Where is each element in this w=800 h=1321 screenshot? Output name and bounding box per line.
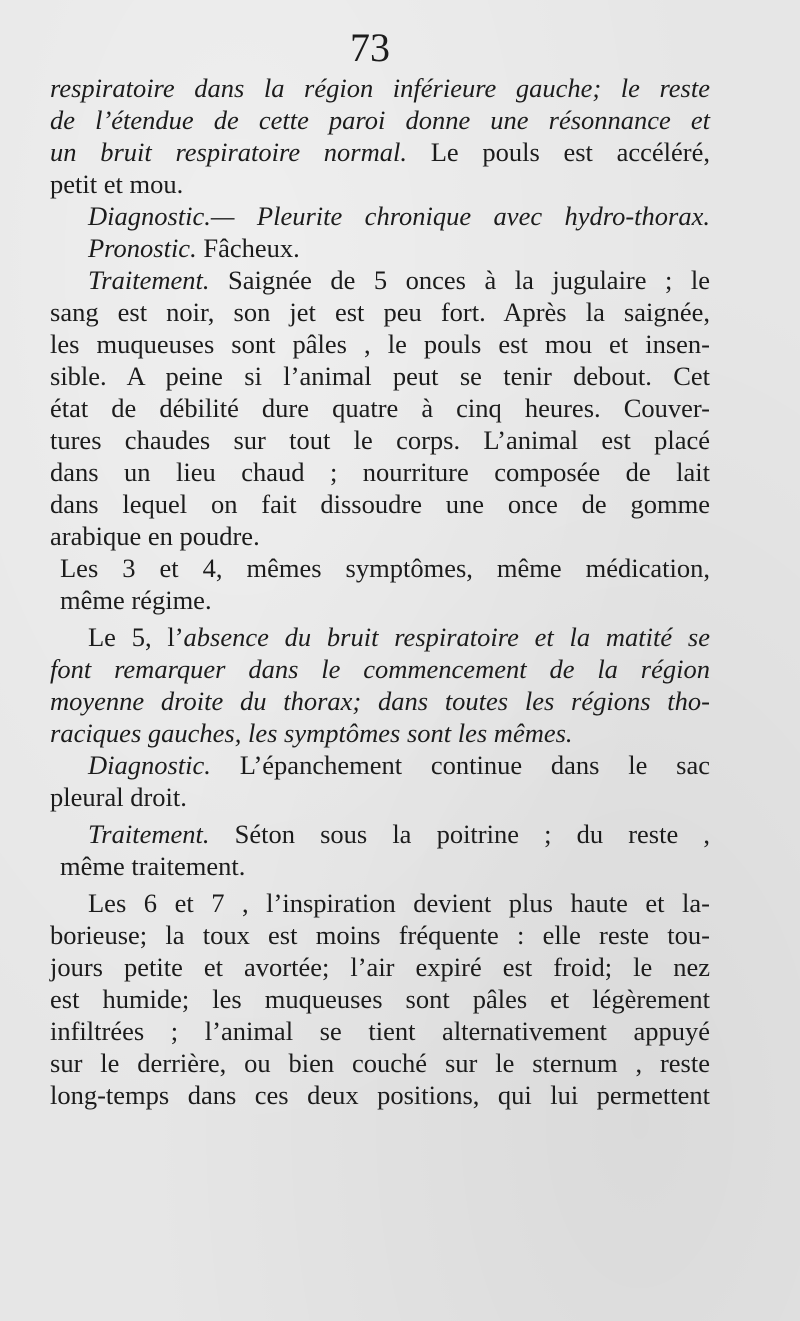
text-run: Fâcheux. — [196, 233, 300, 263]
text-line — [50, 520, 710, 552]
text-line — [50, 1047, 710, 1079]
text-run: tures chaudes sur tout le corps. L’animal est placé — [50, 425, 710, 455]
page-number: 73 — [350, 25, 390, 70]
text-line — [50, 1079, 710, 1111]
text-line — [50, 983, 710, 1015]
text-run: Le 5, l’ — [88, 622, 184, 652]
text-line — [50, 232, 710, 264]
text-run: long-temps dans ces deux positions, qui lui permettent — [50, 1080, 710, 1110]
text-line — [50, 584, 710, 616]
text-run: infiltrées ; l’animal se tient alternativement appuyé — [50, 1016, 710, 1046]
text-run: même régime. — [60, 585, 212, 615]
text-run: petit et mou. — [50, 169, 184, 199]
italic-text: un bruit respiratoire normal. — [50, 137, 407, 167]
body-text — [50, 72, 710, 1111]
italic-text: font remarquer dans le commencement de la région — [50, 654, 710, 684]
text-line — [50, 328, 710, 360]
italic-text: moyenne droite du thorax; dans toutes les régions tho- — [50, 686, 710, 716]
text-line — [50, 456, 710, 488]
text-line — [50, 951, 710, 983]
text-run: Les 3 et 4, mêmes symptômes, même médication, — [60, 553, 710, 583]
italic-text: absence du bruit respiratoire et la matité se — [183, 622, 710, 652]
text-line — [50, 264, 710, 296]
text-line — [50, 424, 710, 456]
text-line — [50, 653, 710, 685]
text-line — [50, 781, 710, 813]
text-line — [50, 392, 710, 424]
text-line — [50, 749, 710, 781]
text-run: même traitement. — [60, 851, 246, 881]
text-line — [50, 72, 710, 104]
text-run: jours petite et avortée; l’air expiré est froid; le nez — [50, 952, 710, 982]
italic-text: Traitement. — [88, 265, 210, 295]
text-run: sang est noir, son jet est peu fort. Après la saignée, — [50, 297, 710, 327]
text-line — [50, 919, 710, 951]
text-run: Saignée de 5 onces à la jugulaire ; le — [209, 265, 710, 295]
text-run: état de débilité dure quatre à cinq heures. Couver- — [50, 393, 710, 423]
italic-text: Traitement. — [88, 819, 210, 849]
italic-text: de l’étendue de cette paroi donne une résonnance et — [50, 105, 710, 135]
italic-text: Diagnostic.— Pleurite chronique avec hydro-thorax. — [88, 201, 710, 231]
text-run: Séton sous la poitrine ; du reste , — [209, 819, 710, 849]
text-run: les muqueuses sont pâles , le pouls est mou et insen- — [50, 329, 710, 359]
italic-text: Diagnostic. — [88, 750, 211, 780]
text-run: est humide; les muqueuses sont pâles et légèrement — [50, 984, 710, 1014]
text-line — [50, 685, 710, 717]
text-run: sible. A peine si l’animal peut se tenir debout. Cet — [50, 361, 710, 391]
text-line — [50, 104, 710, 136]
text-line — [50, 488, 710, 520]
text-line — [50, 621, 710, 653]
italic-text: raciques gauches, les symptômes sont les mêmes. — [50, 718, 573, 748]
text-run: L’épanchement continue dans le sac — [210, 750, 710, 780]
italic-text: respiratoire dans la région inférieure gauche; le reste — [50, 73, 710, 103]
text-run: pleural droit. — [50, 782, 187, 812]
text-run: arabique en poudre. — [50, 521, 260, 551]
text-line — [50, 887, 710, 919]
text-line — [50, 818, 710, 850]
italic-text: Pronostic. — [88, 233, 197, 263]
text-line — [50, 168, 710, 200]
text-line — [50, 850, 710, 882]
text-line — [50, 717, 710, 749]
text-run: Le pouls est accéléré, — [406, 137, 710, 167]
text-run: sur le derrière, ou bien couché sur le sternum , reste — [50, 1048, 710, 1078]
text-line — [50, 200, 710, 232]
text-run: borieuse; la toux est moins fréquente : elle reste tou- — [50, 920, 710, 950]
text-line — [50, 136, 710, 168]
text-line — [50, 552, 710, 584]
text-run: Les 6 et 7 , l’inspiration devient plus haute et la- — [88, 888, 710, 918]
text-run: dans un lieu chaud ; nourriture composée de lait — [50, 457, 710, 487]
text-line — [50, 296, 710, 328]
text-line — [50, 360, 710, 392]
text-run: dans lequel on fait dissoudre une once de gomme — [50, 489, 710, 519]
text-line — [50, 1015, 710, 1047]
